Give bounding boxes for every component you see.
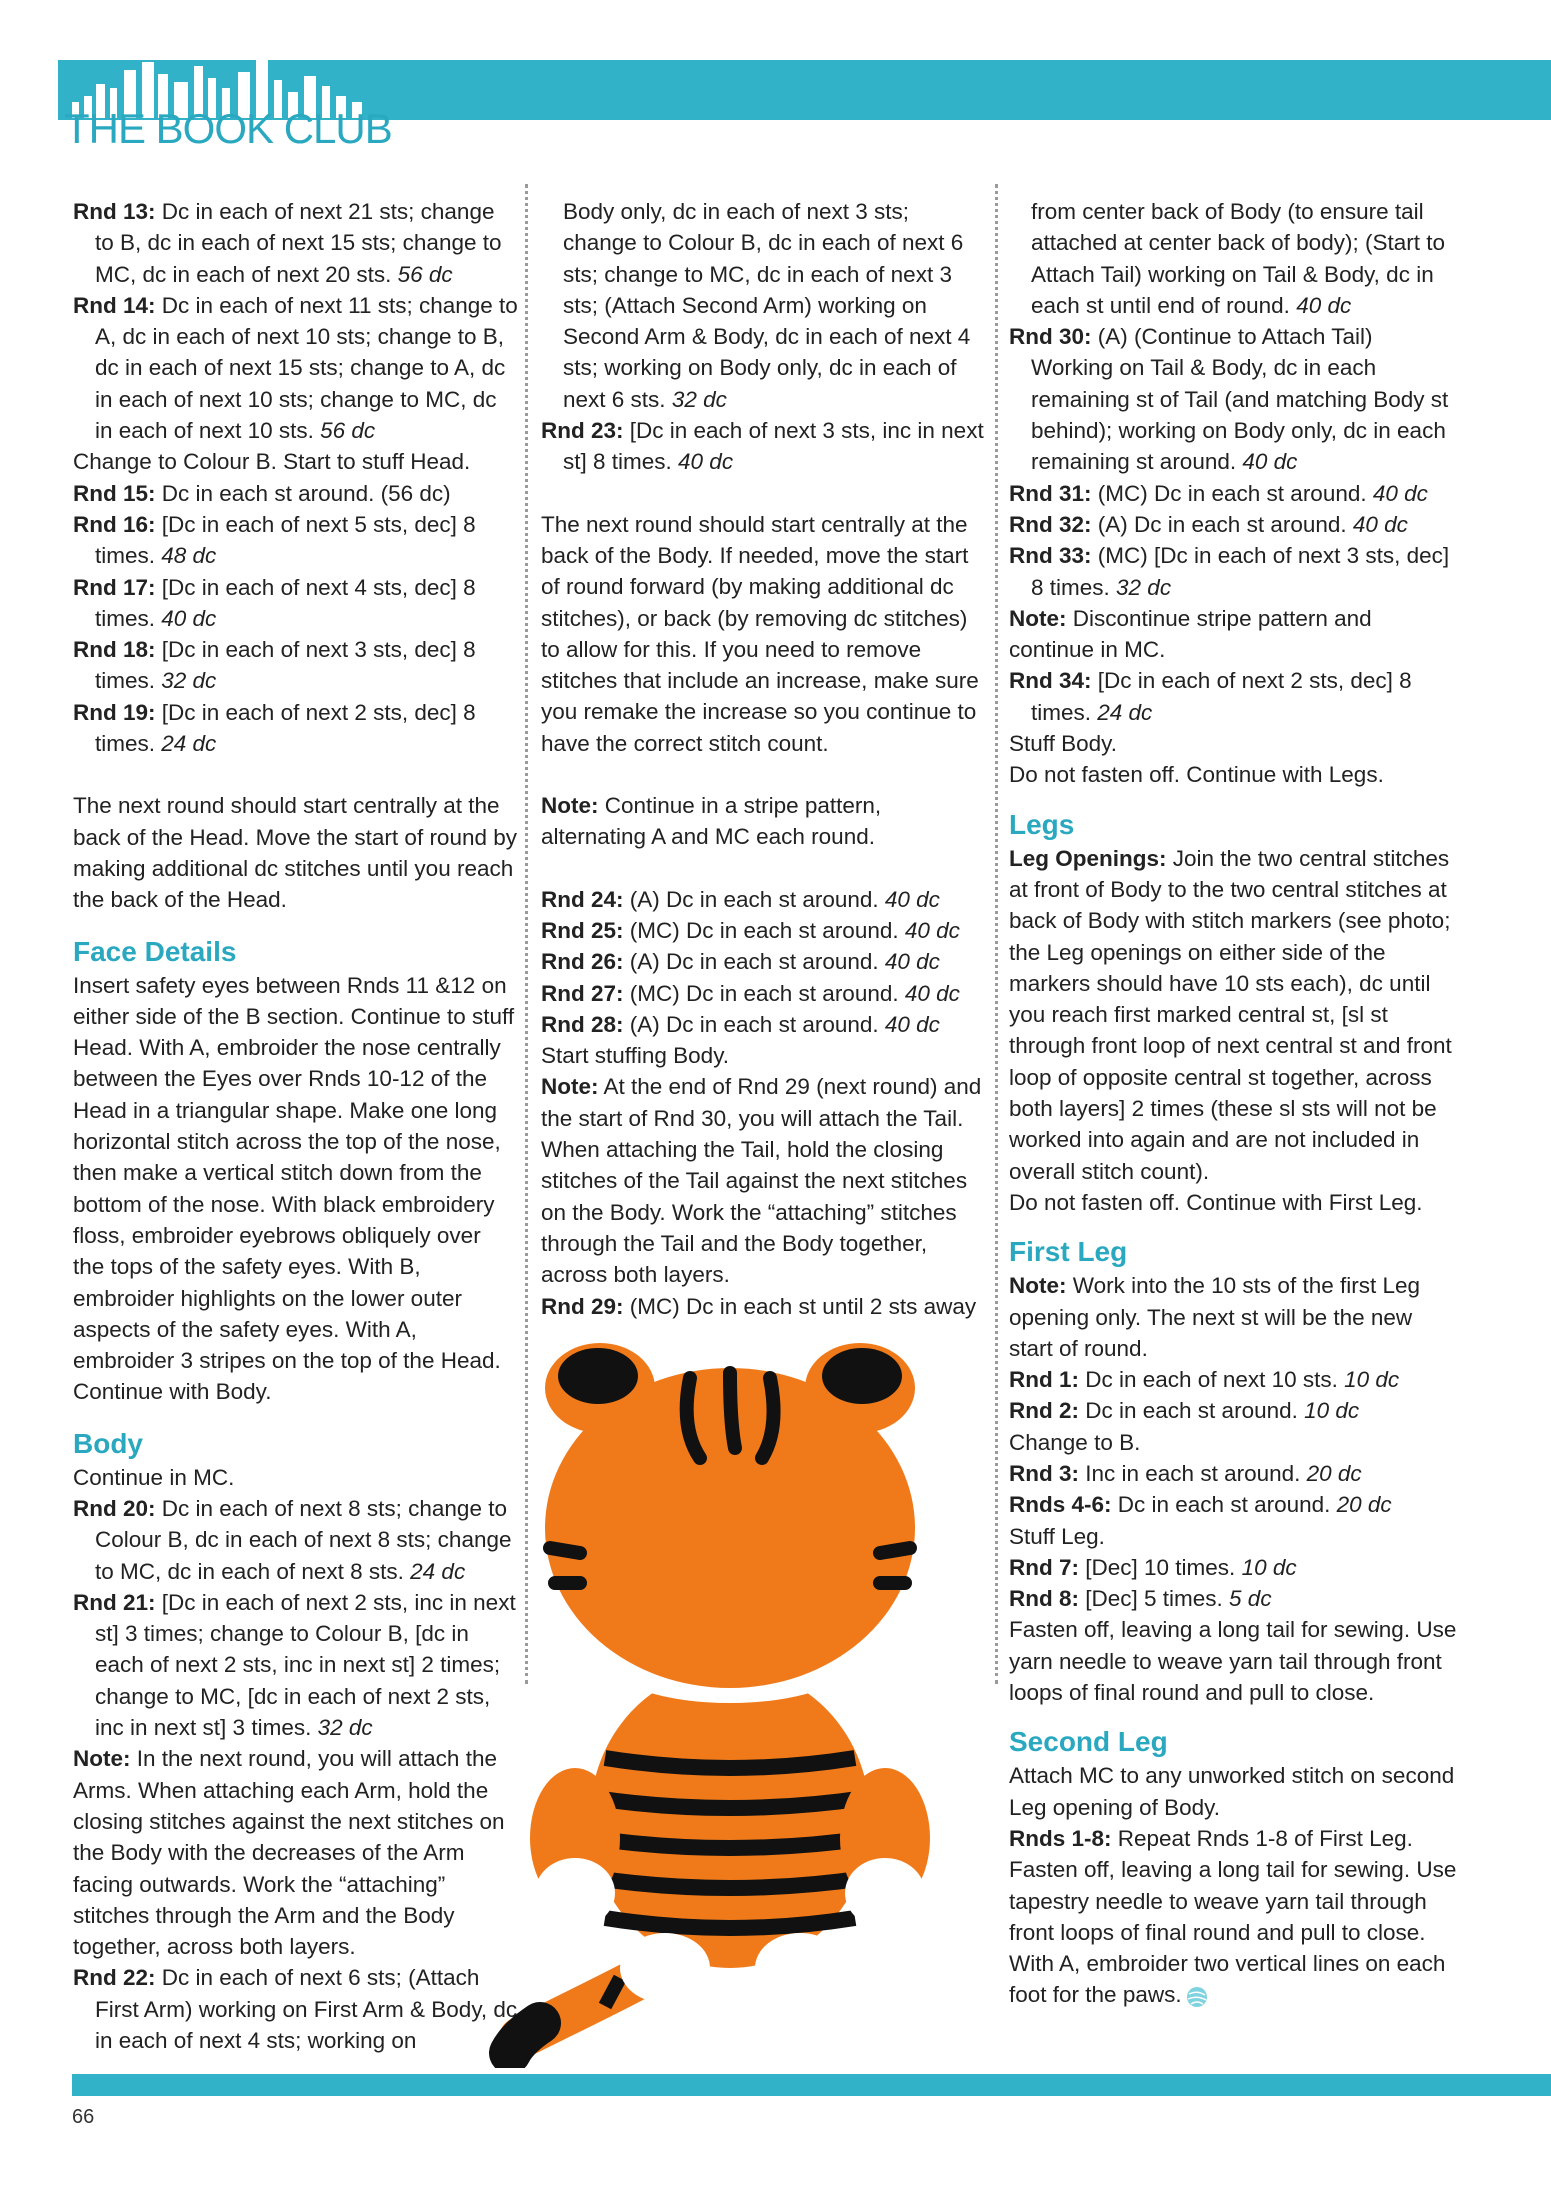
note-arms: Note: In the next round, you will attach the Arms. When attaching each Arm, hold the closing stitches against the next stitches on the Body with the decreases of the Arm facing outwards. Work the “attaching” stitches through the Arm and the Body together, across both layers. <box>73 1746 505 1960</box>
rnd-18: Rnd 18: [Dc in each of next 3 sts, dec] 8 times. 32 dc <box>73 637 476 694</box>
rnd-31: Rnd 31: (MC) Dc in each st around. 40 dc <box>1009 480 1428 506</box>
stuff-body: Stuff Body. <box>1009 731 1117 757</box>
rnd-34: Rnd 34: [Dc in each of next 2 sts, dec] 8 times. 24 dc <box>1009 668 1412 725</box>
leg-rnd-8: Rnd 8: [Dec] 5 times. 5 dc <box>1009 1586 1272 1612</box>
rnd-15: Rnd 15: Dc in each st around. (56 dc) <box>73 480 451 506</box>
leg-rnd-2: Rnd 2: Dc in each st around. 10 dc <box>1009 1398 1360 1424</box>
stuff-leg: Stuff Leg. <box>1009 1523 1105 1549</box>
leg-rnd-3: Rnd 3: Inc in each st around. 20 dc <box>1009 1460 1362 1486</box>
rnd-25: Rnd 25: (MC) Dc in each st around. 40 dc <box>541 917 960 943</box>
leg-openings: Leg Openings: Join the two central stitches at front of Body to the two central stitches at back of Body with stitch markers (see photo; the Leg openings on either side of the markers should have 10 sts each), dc until you reach first marked central st, [sl st through front loop of next central st and front loop of opposite central st together, across both layers] 2 times (these sl sts will not be worked into again and are not included in overall stitch count). <box>1009 845 1452 1184</box>
rnds-1-8: Rnds 1-8: Repeat Rnds 1-8 of First Leg. <box>1009 1825 1413 1851</box>
change-colour-b: Change to Colour B. Start to stuff Head. <box>73 449 471 475</box>
attach-mc: Attach MC to any unworked stitch on second Leg opening of Body. <box>1009 1763 1455 1820</box>
first-leg-heading: First Leg <box>1009 1236 1128 1268</box>
rnd-32: Rnd 32: (A) Dc in each st around. 40 dc <box>1009 511 1408 537</box>
brand-title: THE BOOK CLUB <box>64 105 392 152</box>
rnd-14: Rnd 14: Dc in each of next 11 sts; change to A, dc in each of next 10 sts; change to B, dc in each of next 15 sts; change to A, dc in each of next 10 sts; change to MC, dc in each of next 10 sts. 56 dc <box>73 292 518 444</box>
rnd-21: Rnd 21: [Dc in each of next 2 sts, inc in next st] 3 times; change to Colour B, [dc in each of next 2 sts, inc in next st] 2 times; change to MC, [dc in each of next 2 sts, inc in next st] 3 times. 32 dc <box>73 1589 516 1741</box>
yarn-ball-icon <box>1186 1986 1208 2008</box>
rnd-13: Rnd 13: Dc in each of next 21 sts; change to B, dc in each of next 15 sts; change to MC, dc in each of next 20 sts. 56 dc <box>73 199 502 287</box>
leg-rnd-1: Rnd 1: Dc in each of next 10 sts. 10 dc <box>1009 1367 1400 1393</box>
page-number: 66 <box>72 2106 95 2128</box>
change-to-b: Change to B. <box>1009 1429 1141 1455</box>
body-heading: Body <box>73 1427 143 1459</box>
rnd-33: Rnd 33: (MC) [Dc in each of next 3 sts, dec] 8 times. 32 dc <box>1009 543 1450 600</box>
note-tail: Note: At the end of Rnd 29 (next round) and the start of Rnd 30, you will attach the Tail. When attaching the Tail, hold the closing stitches of the Tail against the next stitches on the Body. Work the “attaching” stitches through the Tail and the Body together, across both layers. <box>541 1074 982 1288</box>
tiger-toy-photo <box>480 1318 980 2068</box>
face-details-heading: Face Details <box>73 935 237 967</box>
column-left <box>73 196 518 2056</box>
rnd-26: Rnd 26: (A) Dc in each st around. 40 dc <box>541 949 940 975</box>
rnd-24: Rnd 24: (A) Dc in each st around. 40 dc <box>541 886 940 912</box>
column-middle <box>541 196 989 1322</box>
fasten-off-first-leg: Fasten off, leaving a long tail for sewing. Use yarn needle to weave yarn tail through front loops of final round and pull to close. <box>1009 1617 1457 1706</box>
rnd-17: Rnd 17: [Dc in each of next 4 sts, dec] 8 times. 40 dc <box>73 574 476 631</box>
note-discontinue: Note: Discontinue stripe pattern and continue in MC. <box>1009 605 1372 663</box>
rnd-22-continued: Body only, dc in each of next 3 sts; change to Colour B, dc in each of next 6 sts; change to MC, dc in each of next 3 sts; (Attach Second Arm) working on Second Arm & Body, dc in each of next 4 sts; working on Body only, dc in each of next 6 sts. 32 dc <box>563 199 971 412</box>
next-round-body-note: The next round should start centrally at the back of the Body. If needed, move the start of round forward (by making additional dc stitches), or back (by removing dc stitches) to allow for this. If you need to remove stitches that include an increase, make sure you remake the increase so you continue to have the correct stitch count. <box>541 511 979 756</box>
rnd-22: Rnd 22: Dc in each of next 6 sts; (Attach First Arm) working on First Arm & Body, dc in each of next 4 sts; working on <box>73 1965 518 2054</box>
rnd-29-continued: from center back of Body (to ensure tail attached at center back of body); (Start to Attach Tail) working on Tail & Body, dc in each st until end of round. 40 dc <box>1031 199 1445 318</box>
rnd-28: Rnd 28: (A) Dc in each st around. 40 dc <box>541 1011 940 1037</box>
column-right <box>1009 196 1457 2011</box>
rnd-20: Rnd 20: Dc in each of next 8 sts; change to Colour B, dc in each of next 8 sts; change to MC, dc in each of next 8 sts. 24 dc <box>73 1495 512 1584</box>
fasten-off-second-leg: Fasten off, leaving a long tail for sewing. Use tapestry needle to weave yarn tail through front loops of final round and pull to close. With A, embroider two vertical lines on each foot for the paws. <box>1009 1857 1457 2008</box>
continue-first-leg: Do not fasten off. Continue with First Leg. <box>1009 1189 1423 1215</box>
note-first-leg: Note: Work into the 10 sts of the first Leg opening only. The next st will be the new start of round. <box>1009 1273 1421 1361</box>
note-stripe: Note: Continue in a stripe pattern, alternating A and MC each round. <box>541 793 882 850</box>
rnd-23: Rnd 23: [Dc in each of next 3 sts, inc in next st] 8 times. 40 dc <box>541 418 984 475</box>
continue-legs: Do not fasten off. Continue with Legs. <box>1009 762 1384 788</box>
rnd-16: Rnd 16: [Dc in each of next 5 sts, dec] 8 times. 48 dc <box>73 511 476 569</box>
second-leg-heading: Second Leg <box>1009 1726 1168 1758</box>
rnd-19: Rnd 19: [Dc in each of next 2 sts, dec] 8 times. 24 dc <box>73 699 476 757</box>
rnd-30: Rnd 30: (A) (Continue to Attach Tail) Working on Tail & Body, dc in each remaining st of Tail (and matching Body st behind); working on Body only, dc in each remaining st around. 40 dc <box>1009 324 1449 475</box>
rnd-29: Rnd 29: (MC) Dc in each st until 2 sts away <box>541 1293 977 1319</box>
body-intro: Continue in MC. <box>73 1464 235 1490</box>
column-divider <box>995 184 998 1684</box>
rnd-27: Rnd 27: (MC) Dc in each st around. 40 dc <box>541 980 960 1006</box>
legs-heading: Legs <box>1009 808 1075 840</box>
footer-bar <box>72 2074 1551 2096</box>
next-round-note: The next round should start centrally at the back of the Head. Move the start of round by making additional dc stitches until you reach the back of the Head. <box>73 793 518 913</box>
leg-rnds-4-6: Rnds 4-6: Dc in each st around. 20 dc <box>1009 1492 1392 1518</box>
face-details-text: Insert safety eyes between Rnds 11 &12 on either side of the B section. Continue to stuff Head. With A, embroider the nose centrally between the Eyes over Rnds 10-12 of the Head in a triangular shape. Make one long horizontal stitch across the top of the nose, then make a vertical stitch down from the bottom of the nose. With black embroidery floss, embroider eyebrows obliquely over the tops of the safety eyes. With B, embroider highlights on the lower outer aspects of the safety eyes. With A, embroider 3 stripes on the top of the Head. Continue with Body. <box>73 972 515 1405</box>
start-stuffing: Start stuffing Body. <box>541 1043 730 1069</box>
leg-rnd-7: Rnd 7: [Dec] 10 times. 10 dc <box>1009 1554 1297 1580</box>
